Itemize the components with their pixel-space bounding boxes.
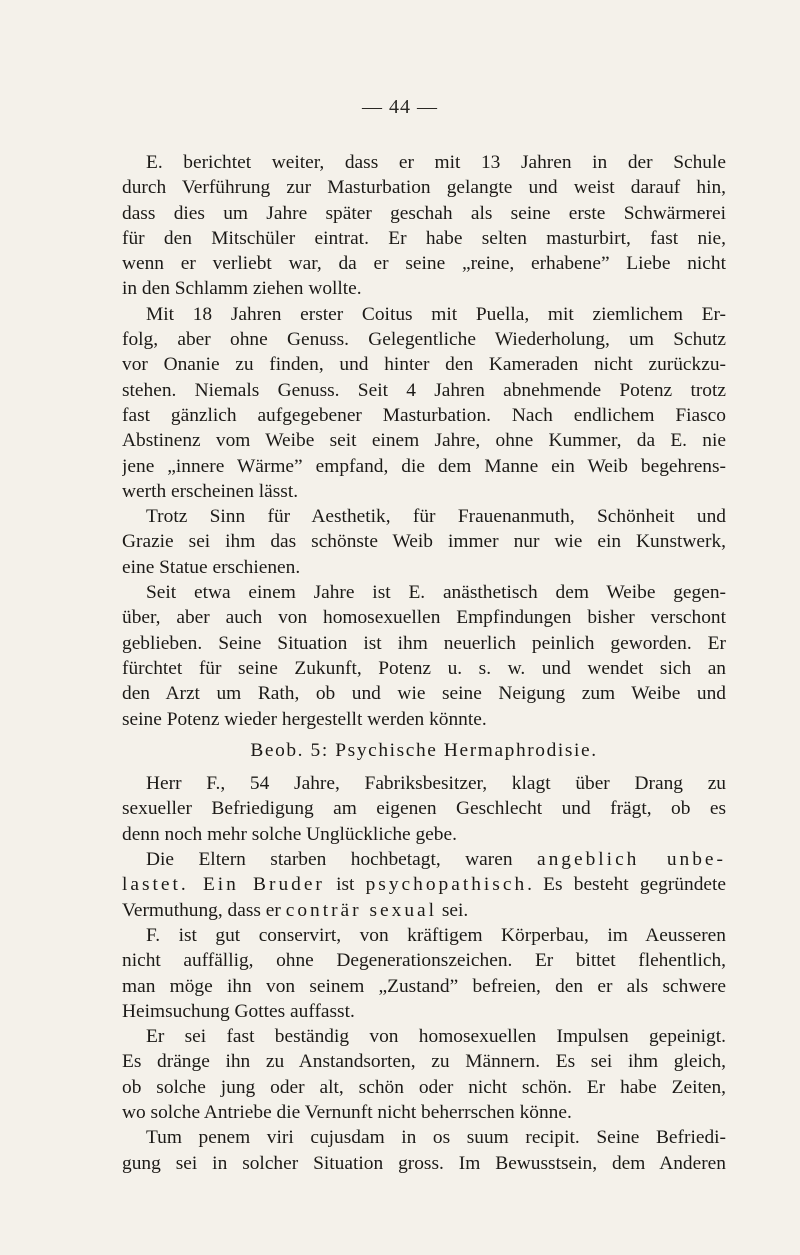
emphasized-text: psychopathisch <box>365 874 528 896</box>
text-run: sei. <box>437 899 469 921</box>
text-line: nicht auffällig, ohne Degenerationszeichen. Er bittet flehentlich, <box>122 950 726 972</box>
text-line: ob solche jung oder alt, schön oder nicht schön. Er habe Zeiten, <box>122 1076 726 1098</box>
text-line <box>122 847 726 872</box>
paragraph-9 <box>122 1125 726 1176</box>
text-line: dass dies um Jahre später geschah als seine erste Schwärmerei <box>122 202 726 224</box>
text-line: Es dränge ihn zu Anstandsorten, zu Männern. Es sei ihm gleich, <box>122 1051 726 1073</box>
text-line: wenn er verliebt war, da er seine „reine, erhabene” Liebe nicht <box>122 253 726 275</box>
paragraph-7 <box>122 923 726 1024</box>
text-line: über, aber auch von homosexuellen Empfindungen bisher verschont <box>122 607 726 629</box>
text-line: denn noch mehr solche Unglückliche gebe. <box>122 823 457 845</box>
section-heading: Beob. 5: Psychische Hermaphrodisie. <box>250 739 598 761</box>
text-line: sexueller Befriedigung am eigenen Geschlecht und frägt, ob es <box>122 798 726 820</box>
text-line: geblieben. Seine Situation ist ihm neuerlich peinlich geworden. Er <box>122 632 726 654</box>
page-number: — 44 — <box>362 96 438 118</box>
text-line: folg, aber ohne Genuss. Gelegentliche Wiederholung, um Schutz <box>122 329 726 351</box>
text-line: wo solche Antriebe die Vernunft nicht beherrschen könne. <box>122 1101 572 1123</box>
emphasized-text: lastet. Ein Bruder <box>122 874 325 896</box>
text-line: durch Verführung zur Masturbation gelangte und weist darauf hin, <box>122 177 726 199</box>
text-run: . Es besteht gegründete <box>527 874 726 896</box>
text-line: stehen. Niemals Genuss. Seit 4 Jahren abnehmende Potenz trotz <box>122 379 726 401</box>
body-text <box>122 150 726 1176</box>
emphasized-text: angeblich unbe- <box>537 849 726 871</box>
text-run: Die Eltern starben hochbetagt, waren <box>146 849 537 871</box>
paragraph-4 <box>122 580 726 732</box>
text-line: E. berichtet weiter, dass er mit 13 Jahren in der Schule <box>146 152 726 173</box>
text-line: Seit etwa einem Jahre ist E. anästhetisch dem Weibe gegen- <box>146 582 726 604</box>
text-line: Grazie sei ihm das schönste Weib immer nur wie ein Kunstwerk, <box>122 531 726 553</box>
text-line: man möge ihn von seinem „Zustand” befreien, den er als schwere <box>122 975 726 997</box>
text-line: Herr F., 54 Jahre, Fabriksbesitzer, klagt über Drang zu <box>146 773 726 795</box>
text-line <box>122 872 726 897</box>
paragraph-5 <box>122 771 726 847</box>
text-line <box>122 898 726 923</box>
text-line: fürchtet für seine Zukunft, Potenz u. s. w. und wendet sich an <box>122 657 726 679</box>
text-line: Mit 18 Jahren erster Coitus mit Puella, mit ziemlichem Er- <box>146 303 726 325</box>
text-line: Er sei fast beständig von homosexuellen Impulsen gepeinigt. <box>146 1026 726 1048</box>
paragraph-8 <box>122 1024 726 1125</box>
text-line: vor Onanie zu finden, und hinter den Kameraden nicht zurückzu- <box>122 354 726 376</box>
text-line: Heimsuchung Gottes auffasst. <box>122 1000 355 1022</box>
emphasized-text: conträr sexual <box>285 899 438 921</box>
text-line: in den Schlamm ziehen wollte. <box>122 278 362 300</box>
paragraph-6 <box>122 847 726 923</box>
text-line: Trotz Sinn für Aesthetik, für Frauenanmuth, Schönheit und <box>146 506 726 528</box>
text-run: Vermuthung, dass er <box>122 899 286 921</box>
text-line: für den Mitschüler eintrat. Er habe selten masturbirt, fast nie, <box>122 227 726 249</box>
text-line: gung sei in solcher Situation gross. Im Bewusstsein, dem Anderen <box>122 1152 726 1174</box>
text-line: fast gänzlich aufgegebener Masturbation. Nach endlichem Fiasco <box>122 404 726 426</box>
paragraph-2 <box>122 302 726 504</box>
text-line: Tum penem viri cujusdam in os suum recipit. Seine Befriedi- <box>146 1127 726 1149</box>
text-line: eine Statue erschienen. <box>122 556 301 578</box>
text-line: Abstinenz vom Weibe seit einem Jahre, ohne Kummer, da E. nie <box>122 430 726 452</box>
text-line: werth erscheinen lässt. <box>122 480 299 502</box>
text-line: seine Potenz wieder hergestellt werden könnte. <box>122 708 487 730</box>
text-line: den Arzt um Rath, ob und wie seine Neigung zum Weibe und <box>122 683 726 705</box>
text-line: jene „innere Wärme” empfand, die dem Manne ein Weib begehrens- <box>122 455 726 477</box>
paragraph-3 <box>122 504 726 580</box>
paragraph-1 <box>122 150 726 302</box>
text-line: F. ist gut conservirt, von kräftigem Körperbau, im Aeusseren <box>146 924 726 946</box>
text-run: ist <box>324 874 366 896</box>
